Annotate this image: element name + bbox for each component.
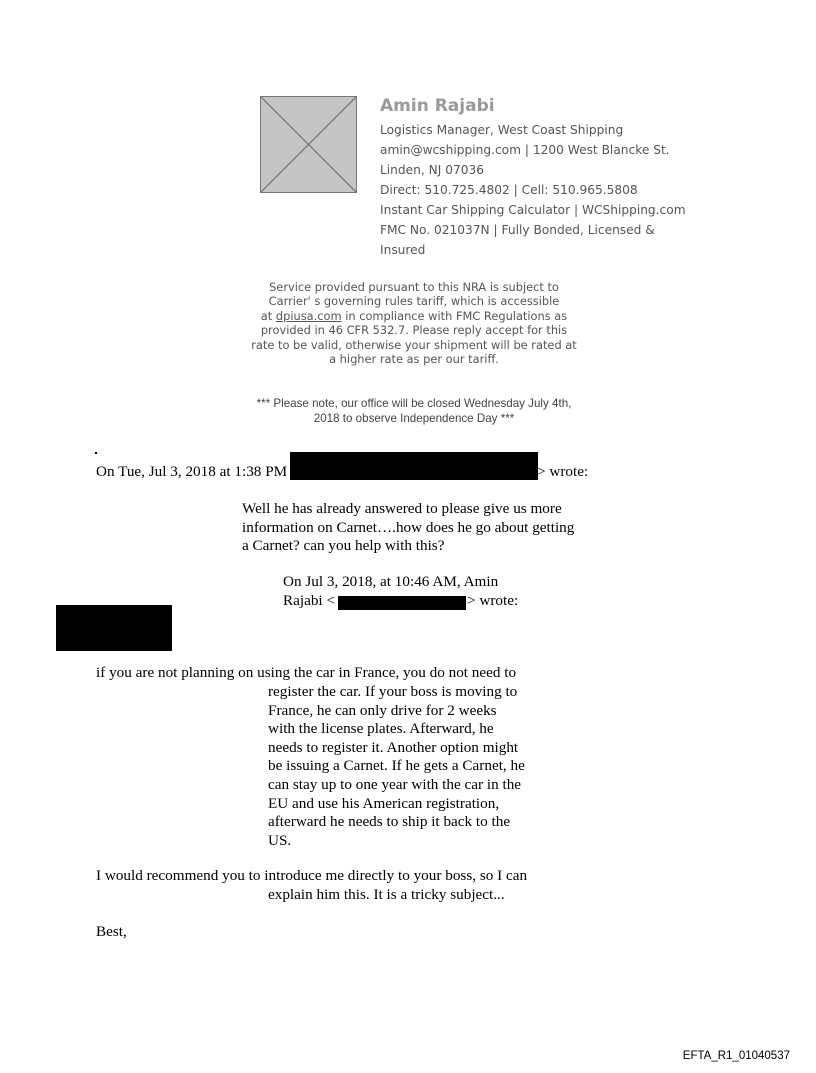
signature-details [380, 120, 720, 260]
sender-phones: Direct: 510.725.4802 | Cell: 510.965.5808 [380, 183, 638, 197]
nra-line: provided in 46 CFR 532.7. Please reply accept for this [260, 323, 568, 338]
sender-email-address[interactable]: amin@wcshipping.com | 1200 West Blancke St. [380, 143, 670, 157]
nra-line: a higher rate as per our tariff. [329, 352, 499, 367]
nra-line3-pre: at [260, 308, 276, 323]
holiday-line: 2018 to observe Independence Day *** [313, 412, 515, 425]
company-logo [260, 96, 357, 193]
document-id: EFTA_R1_01040537 [682, 1050, 790, 1062]
nra-line: rate to be valid, otherwise your shipment will be rated at [251, 337, 577, 352]
body-first-line: if you are not planning on using the car in France, you do not need to [96, 664, 517, 681]
quoted-line: Well he has already answered to please give us more [242, 500, 562, 517]
reply-header-prefix: On Tue, Jul 3, 2018 at 1:38 PM [96, 463, 288, 480]
recommendation-line1: I would recommend you to introduce me directly to your boss, so I can [96, 867, 528, 884]
body-line: register the car. If your boss is moving to [268, 683, 518, 700]
body-line: afterward he needs to ship it back to the [268, 813, 511, 831]
nra-line: Carrier' s governing rules tariff, which is accessible [268, 294, 560, 309]
body-line: can stay up to one year with the car in the [268, 775, 522, 793]
holiday-note [214, 396, 614, 426]
reply-header-suffix: > wrote: [537, 463, 589, 480]
sender-fmc-line1: FMC No. 021037N | Fully Bonded, Licensed & [380, 223, 655, 237]
quoted-line: a Carnet? can you help with this? [242, 537, 445, 555]
body-line: EU and use his American registration, [268, 794, 500, 812]
nra-notice [214, 280, 614, 366]
sender-fmc-line2: Insured [380, 243, 426, 257]
company-logo-placeholder-icon [261, 97, 356, 192]
redaction-box [338, 596, 466, 610]
nra-line [214, 309, 614, 323]
nested-header-prefix: Rajabi < [283, 592, 336, 609]
nra-line: Service provided pursuant to this NRA is subject to [269, 280, 559, 294]
nra-line3-post: in compliance with FMC Regulations as [341, 308, 568, 323]
quoted-reply [242, 500, 574, 556]
nested-header-suffix: > wrote: [467, 592, 519, 609]
redaction-box [290, 452, 538, 480]
body-line: needs to register it. Another option might [268, 738, 519, 756]
closing: Best, [96, 923, 127, 940]
stray-dot [95, 452, 97, 454]
nested-header-line1: On Jul 3, 2018, at 10:46 AM, Amin [283, 573, 499, 590]
sender-name: Amin Rajabi [380, 96, 495, 116]
recommendation-line2: explain him this. It is a tricky subject... [268, 886, 505, 903]
redaction-box [56, 605, 172, 651]
body-line: US. [268, 831, 292, 849]
sender-city: Linden, NJ 07036 [380, 163, 484, 177]
sender-links[interactable]: Instant Car Shipping Calculator | WCShipping.com [380, 203, 686, 217]
sender-title: Logistics Manager, West Coast Shipping [380, 123, 624, 137]
body-line: France, he can only drive for 2 weeks [268, 701, 497, 719]
quoted-line: information on Carnet….how does he go about getting [242, 518, 575, 536]
dpiusa-link[interactable]: dpiusa.com [275, 308, 342, 323]
body-paragraph [268, 683, 525, 850]
body-line: with the license plates. Afterward, he [268, 720, 494, 738]
body-line: be issuing a Carnet. If he gets a Carnet, he [268, 757, 525, 775]
holiday-line: *** Please note, our office will be closed Wednesday July 4th, [256, 397, 572, 410]
